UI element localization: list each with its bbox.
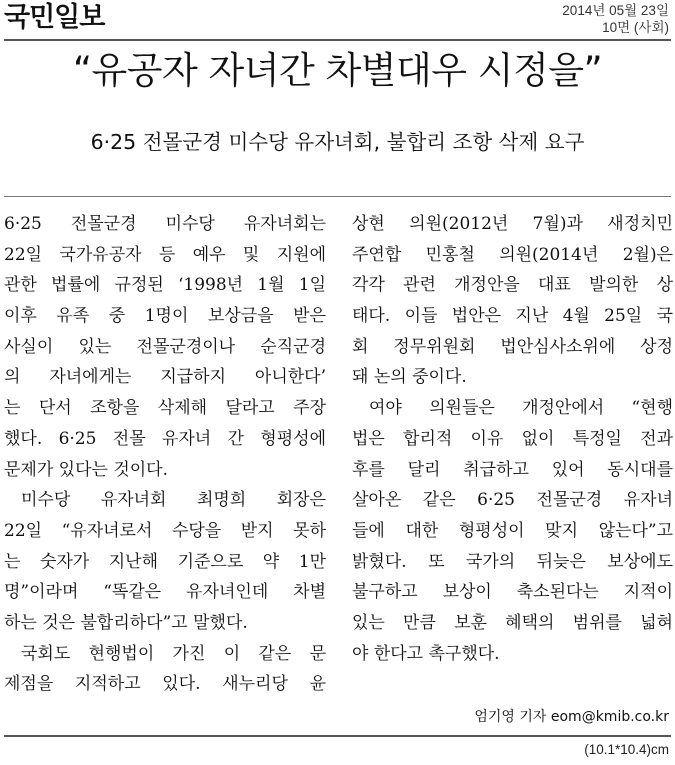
body-line: 회 정무위원회 법안심사소위에 상정 — [352, 336, 673, 357]
body-line: 는 단서 조항을 삭제해 달라고 주장 — [4, 398, 326, 419]
body-line: 문제가 있다는 것이다. — [4, 459, 169, 480]
body-line: 상현 의원(2012년 7월)과 새정치민 — [352, 214, 673, 234]
article-headline: “유공자 자녀간 차별대우 시정을” — [72, 49, 603, 92]
body-line: 했다. 6·25 전몰 유자녀 간 형평성에 — [4, 428, 326, 449]
newspaper-logo: 국민일보 — [4, 2, 105, 33]
body-line: 사실이 있는 전몰군경이나 순직군경 — [4, 336, 326, 357]
body-line: 는 숫자가 지난해 기준으로 약 1만 — [4, 551, 326, 572]
body-line: 법은 합리적 이유 없이 특정일 전과 — [352, 428, 673, 449]
body-line: 불구하고 보상이 축소된다는 지적이 — [352, 582, 673, 603]
body-line: 있는 만큼 보훈 혜택의 범위를 넓혀 — [352, 612, 673, 633]
page-section: 10면 (사회) — [602, 20, 669, 35]
body-line: 국회도 현행법이 가진 이 같은 문 — [21, 643, 326, 664]
body-line: 명”이라며 “똑같은 유자녀인데 차별 — [4, 582, 326, 603]
top-divider — [4, 39, 671, 41]
article-column-right — [352, 209, 673, 669]
clipping-size: (10.1*10.4)cm — [584, 742, 669, 757]
body-line: 밝혔다. 또 국가의 뒤늦은 보상에도 — [352, 551, 673, 572]
body-line: 여야 의원들은 개정안에서 “현행 — [369, 398, 673, 419]
article-column-left — [4, 209, 326, 700]
body-line: 6·25 전몰군경 미수당 유자녀회는 — [4, 214, 326, 234]
body-line: 이후 유족 중 1명이 보상금을 받은 — [4, 306, 326, 327]
reporter-byline: 엄기영 기자 eom@kmib.co.kr — [474, 709, 669, 725]
publication-date: 2014년 05월 23일 — [562, 3, 669, 18]
body-line: 의 자녀에게는 지급하지 아니한다’ — [4, 367, 326, 388]
bottom-divider — [4, 735, 671, 737]
body-line: 후를 달리 취급하고 있어 동시대를 — [352, 459, 673, 480]
body-line: 미수당 유자녀회 최명희 회장은 — [21, 490, 326, 511]
body-line: 들에 대한 형평성이 맞지 않는다”고 — [352, 520, 673, 541]
body-line: 살아온 같은 6·25 전몰군경 유자녀 — [352, 490, 673, 511]
body-line: 야 한다고 촉구했다. — [352, 643, 500, 664]
body-line: 제점을 지적하고 있다. 새누리당 윤 — [4, 674, 326, 695]
body-line: 태다. 이들 법안은 지난 4월 25일 국 — [352, 306, 673, 327]
body-line: 돼 논의 중이다. — [352, 367, 467, 388]
body-line: 주연합 민홍철 의원(2014년 2월)은 — [352, 244, 673, 265]
article-subheadline: 6·25 전몰군경 미수당 유자녀회, 불합리 조항 삭제 요구 — [90, 130, 585, 154]
body-line: 22일 국가유공자 등 예우 및 지원에 — [4, 244, 326, 265]
publication-info — [562, 2, 669, 36]
body-line: 하는 것은 불합리하다”고 말했다. — [4, 612, 248, 633]
body-line: 22일 “유자녀로서 수당을 받지 못하 — [4, 520, 326, 541]
body-line: 관한 법률에 규정된 ‘1998년 1월 1일 — [4, 275, 326, 296]
headline-divider — [4, 196, 671, 197]
body-line: 각각 관련 개정안을 대표 발의한 상 — [352, 275, 673, 296]
